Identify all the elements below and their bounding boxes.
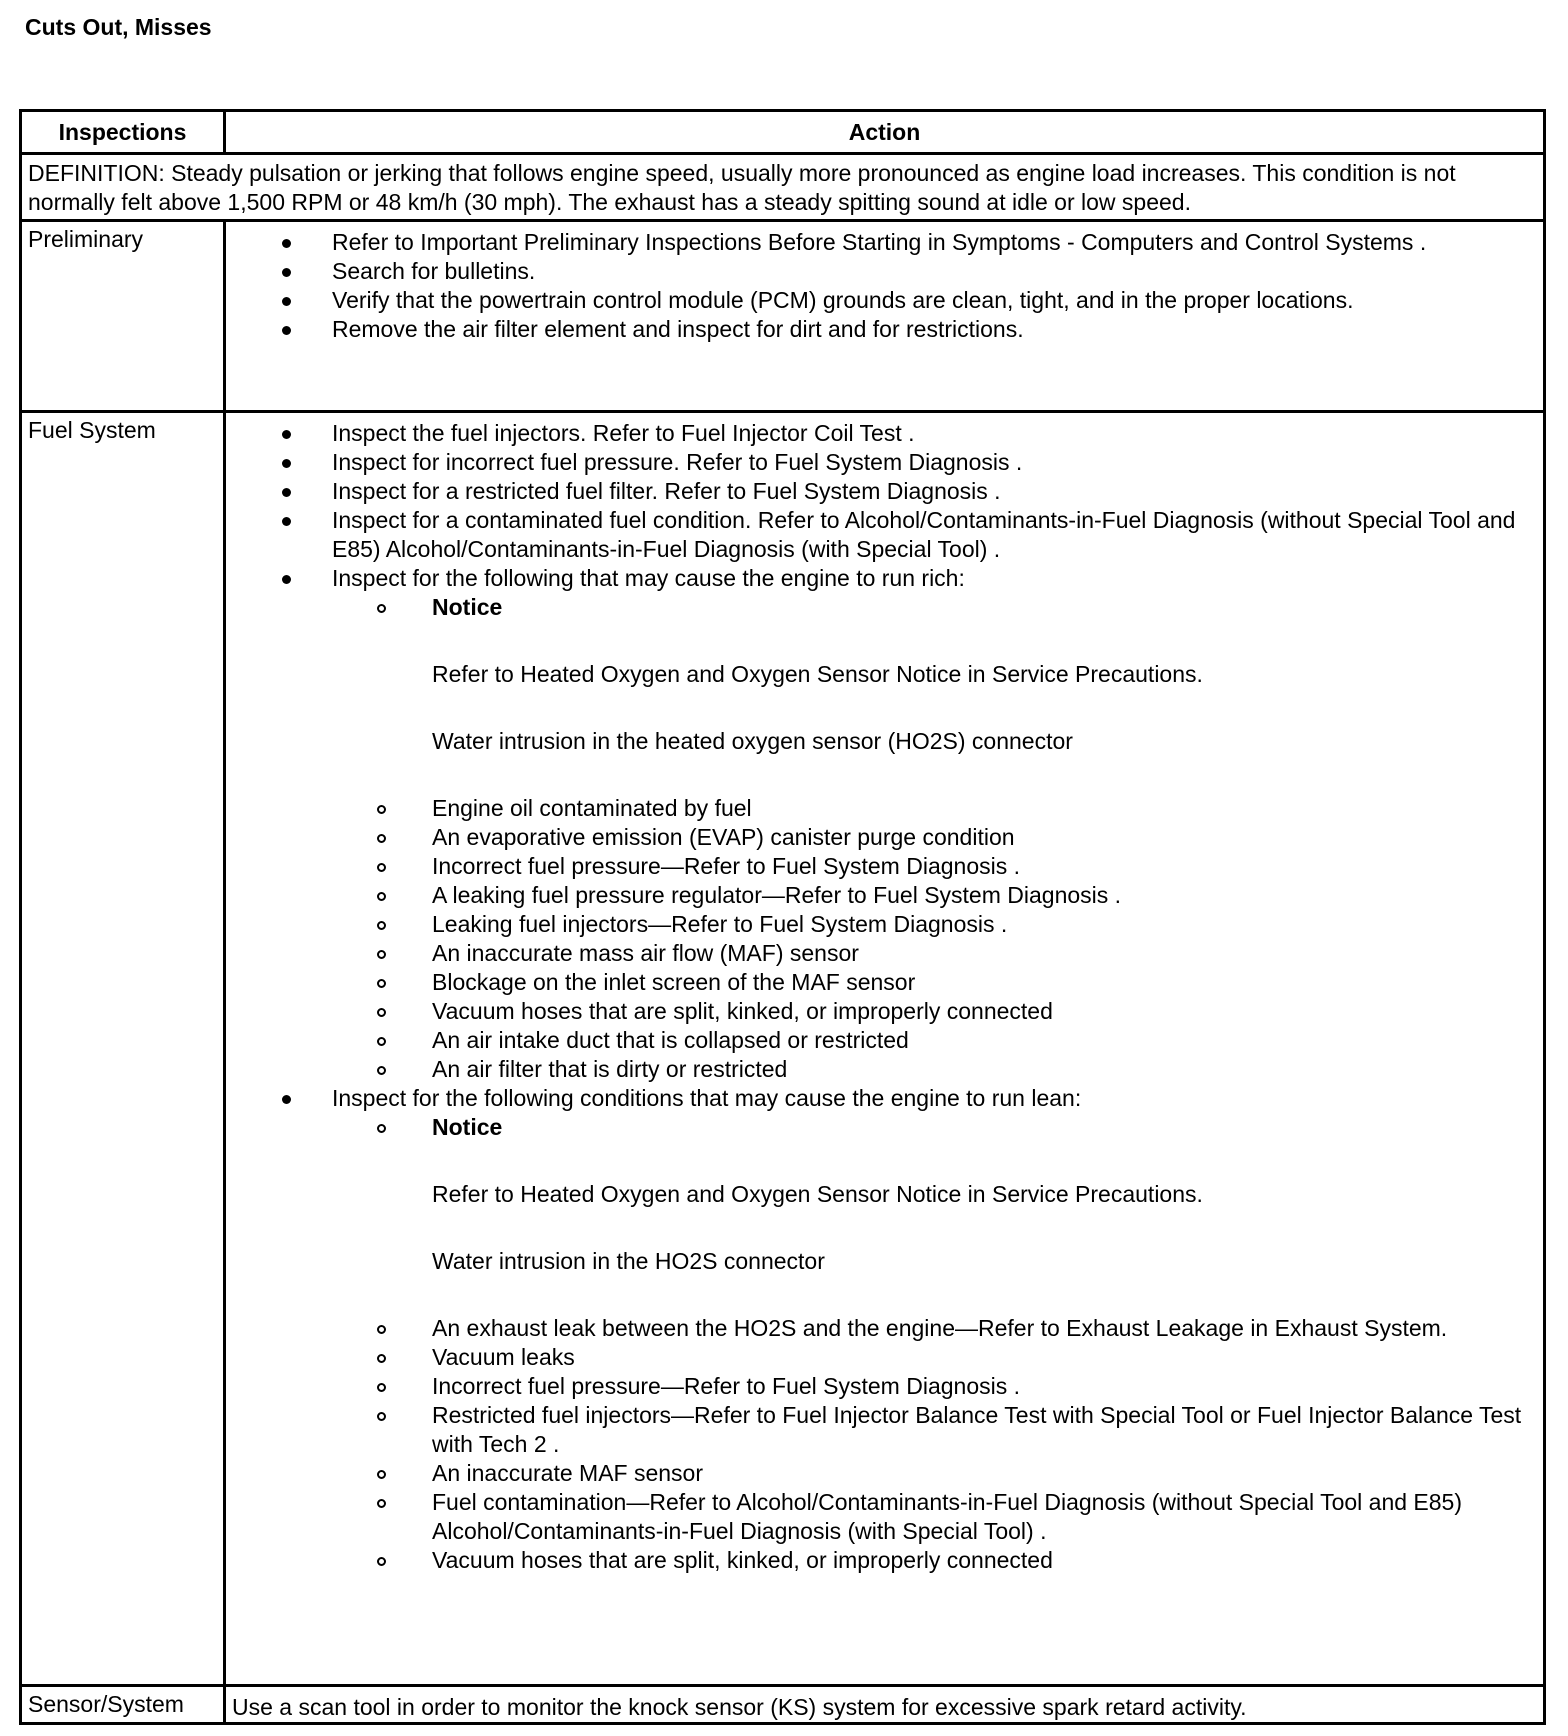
list-item: Vacuum leaks <box>432 1343 1535 1372</box>
list-item: Engine oil contaminated by fuel <box>432 794 1535 823</box>
diagnostic-table <box>19 109 1546 1725</box>
notice-title: Notice <box>432 1114 503 1140</box>
list-item: Restricted fuel injectors—Refer to Fuel Injector Balance Test with Special Tool or Fuel Injector Balance Test with Tech 2 . <box>432 1401 1535 1459</box>
list-item: Verify that the powertrain control module (PCM) grounds are clean, tight, and in the proper locations. <box>332 286 1535 315</box>
notice-text: Refer to Heated Oxygen and Oxygen Sensor Notice in Service Precautions. <box>432 1181 1203 1207</box>
list-item: An air intake duct that is collapsed or restricted <box>432 1026 1535 1055</box>
list-item: Leaking fuel injectors—Refer to Fuel System Diagnosis . <box>432 910 1535 939</box>
inspection-label-sensor-system: Sensor/System <box>21 1686 225 1724</box>
notice-item: Water intrusion in the heated oxygen sensor (HO2S) connector <box>432 728 1073 754</box>
action-fuel-system <box>225 412 1545 1686</box>
list-item: An inaccurate MAF sensor <box>432 1459 1535 1488</box>
list-item: Search for bulletins. <box>332 257 1535 286</box>
notice-text: Refer to Heated Oxygen and Oxygen Sensor Notice in Service Precautions. <box>432 661 1203 687</box>
lean-intro: Inspect for the following conditions that may cause the engine to run lean: <box>332 1085 1082 1111</box>
list-item-lean <box>332 1084 1535 1575</box>
inspection-label-preliminary: Preliminary <box>21 221 225 412</box>
table-row-fuel-system <box>21 412 1545 1686</box>
list-item: Inspect for a contaminated fuel condition. Refer to Alcohol/Contaminants-in-Fuel Diagnosis (without Special Tool and E85) Alcohol/Contaminants-in-Fuel Diagnosis (with Special Tool) . <box>332 506 1535 564</box>
inspection-label-fuel-system: Fuel System <box>21 412 225 1686</box>
page-title: Cuts Out, Misses <box>25 14 212 40</box>
list-item: Remove the air filter element and inspect for dirt and for restrictions. <box>332 315 1535 344</box>
list-item: A leaking fuel pressure regulator—Refer to Fuel System Diagnosis . <box>432 881 1535 910</box>
table-row-preliminary <box>21 221 1545 412</box>
list-item: Inspect the fuel injectors. Refer to Fuel Injector Coil Test . <box>332 419 1535 448</box>
notice-rich <box>432 593 1535 794</box>
preliminary-list <box>226 228 1535 344</box>
table-row-sensor-system <box>21 1686 1545 1724</box>
list-item: Refer to Important Preliminary Inspections Before Starting in Symptoms - Computers and Control Systems . <box>332 228 1535 257</box>
list-item: Vacuum hoses that are split, kinked, or improperly connected <box>432 1546 1535 1575</box>
rich-intro: Inspect for the following that may cause the engine to run rich: <box>332 565 965 591</box>
header-action: Action <box>225 111 1545 154</box>
list-item: Vacuum hoses that are split, kinked, or improperly connected <box>432 997 1535 1026</box>
list-item: An exhaust leak between the HO2S and the engine—Refer to Exhaust Leakage in Exhaust System. <box>432 1314 1535 1343</box>
list-item: Incorrect fuel pressure—Refer to Fuel System Diagnosis . <box>432 852 1535 881</box>
list-item: Incorrect fuel pressure—Refer to Fuel System Diagnosis . <box>432 1372 1535 1401</box>
list-item: Inspect for incorrect fuel pressure. Refer to Fuel System Diagnosis . <box>332 448 1535 477</box>
action-preliminary <box>225 221 1545 412</box>
action-sensor-system: Use a scan tool in order to monitor the knock sensor (KS) system for excessive spark retard activity. <box>225 1686 1545 1724</box>
notice-lean <box>432 1113 1535 1314</box>
definition-row <box>21 154 1545 221</box>
fuel-system-list <box>226 419 1535 1575</box>
list-item: Inspect for a restricted fuel filter. Refer to Fuel System Diagnosis . <box>332 477 1535 506</box>
definition-text: DEFINITION: Steady pulsation or jerking that follows engine speed, usually more pronounced as engine load increases. This condition is not normally felt above 1,500 RPM or 48 km/h (30 mph). The exhaust has a steady spitting sound at idle or low speed. <box>21 154 1545 221</box>
list-item: Blockage on the inlet screen of the MAF sensor <box>432 968 1535 997</box>
notice-title: Notice <box>432 594 503 620</box>
list-item-rich <box>332 564 1535 1084</box>
notice-item: Water intrusion in the HO2S connector <box>432 1248 825 1274</box>
rich-sublist <box>332 593 1535 1084</box>
list-item: An evaporative emission (EVAP) canister purge condition <box>432 823 1535 852</box>
header-row <box>21 111 1545 154</box>
header-inspections: Inspections <box>21 111 225 154</box>
list-item: An air filter that is dirty or restricted <box>432 1055 1535 1084</box>
lean-sublist <box>332 1113 1535 1575</box>
list-item: An inaccurate mass air flow (MAF) sensor <box>432 939 1535 968</box>
list-item: Fuel contamination—Refer to Alcohol/Contaminants-in-Fuel Diagnosis (without Special Tool and E85) Alcohol/Contaminants-in-Fuel Diagnosis (with Special Tool) . <box>432 1488 1535 1546</box>
